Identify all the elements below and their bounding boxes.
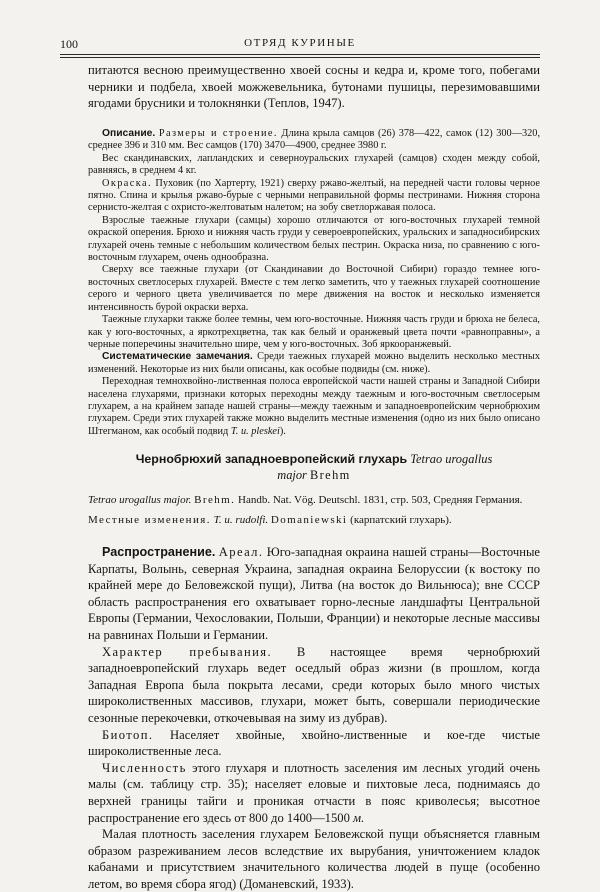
header-rule-bottom	[60, 57, 540, 58]
color-paragraph	[88, 178, 540, 215]
stay-label: Характер пребывания.	[102, 644, 273, 659]
weight-paragraph: Вес скандинавских, лапландских и северноуральских глухарей (самцов) сходен между собой, равняясь, в среднем 4 кг.	[88, 152, 540, 177]
size-label: Размеры и строение.	[158, 128, 278, 139]
transition-text: Переходная темнохвойно-лиственная полоса европейской части нашей страны и Западной Сибири населена глухарями, признаки которых переходны между таежным и юго-восточным светлосерым глухарем, а на крайнем западе нашей страны—между таежным и западноевропейским чернобрюхим глухарем. Среди этих глухарей также можно выделить местные изменения (одно из них было описано Штегманом, как особый подвид	[88, 376, 540, 437]
biotope-text: Населяет хвойные, хвойно-лиственные и кое-где чистые широколиственные леса.	[88, 727, 540, 759]
synonym-ref: Handb. Nat. Vög. Deutschl. 1831, стр. 503, Средняя Германия.	[238, 494, 523, 506]
section-title-line2	[88, 468, 540, 484]
size-paragraph	[88, 128, 540, 153]
area-label: Ареал.	[218, 545, 264, 559]
stay-text: В настоящее время чернобрюхий западноевропейский глухарь ведет оседлый образ жизни (в прошлом, когда Западная Европа была покрыта лесами, среди которых было много чистых широколиственных массивов, глухари, может быть, совершали периодические сезонные перекочевки, откочевывая на зиму из дубрав).	[88, 644, 540, 725]
transition-taxon: T. u. pleskei	[230, 425, 280, 437]
density-paragraph: Малая плотность заселения глухарем Беловежской пущи объясняется главным образом разреживанием лесов вследствие их вырубания, уничтожением кладок кабанами и присутствием значительного количества людей в пуще (особенно летом, во время сбора ягод) (Доманевский, 1933).	[88, 827, 540, 891]
color-label: Окраска.	[102, 177, 152, 189]
above-paragraph: Сверху все таежные глухари (от Скандинавии до Восточной Сибири) гораздо темнее юго-восточных светлосерых глухарей. Вместе с тем легко заметить, что у таежных глухарей соотношение серого и черного цвета увеличивается по мере движения на восток и несколько изменяется интенсивность бурой окраски верха.	[88, 264, 540, 313]
local-label: Местные изменения.	[88, 513, 211, 526]
synonym-entry	[88, 494, 540, 508]
distribution-label: Распространение.	[102, 545, 216, 559]
local-taxon: T. u. rudolfi.	[213, 513, 269, 526]
section-title-block	[88, 452, 540, 483]
distribution-paragraph	[88, 544, 540, 644]
section-title	[88, 452, 540, 468]
intro-block	[88, 62, 540, 112]
section-title-latin-1: Tetrao urogallus	[410, 452, 493, 466]
adult-males-paragraph: Взрослые таежные глухари (самцы) хорошо отличаются от юго-восточных глухарей темной окраской оперения. Брюхо и нижняя часть груди у североевропейских, уральских и западносибирских глухарей очень темные с небольшим количеством белых пестрин. Окраска низа, по сравнению с юго-восточным глухарем, очень однообразна.	[88, 214, 540, 264]
systematics-label: Систематические замечания.	[102, 351, 253, 363]
biotope-label: Биотоп.	[102, 727, 154, 742]
distribution-text: Юго-западная окраина нашей страны—Восточные Карпаты, Волынь, северная Украина, западная окраина Белоруссии (к востоку по крайней мере до Беловежской пущи), Литва (на восток до Вильнюса); вне СССР область распространения его охватывает горно-лесные ландшафты Центральной Европы (Германии, Чехословакии, Польши, Франции) и некоторые лесные массивы на равнинах Польши и Германии.	[88, 545, 540, 642]
numbers-paragraph	[88, 760, 540, 826]
local-note: (карпатский глухарь).	[350, 513, 452, 526]
section-title-latin-2: major	[277, 467, 307, 482]
intro-paragraph: питаются весною преимущественно хвоей сосны и кедра и, кроме того, побегами черники и подбела, хвоей можжевельника, бутонами пушицы, перезимовавшими ягодами брусники и толокнянки (Теплов, 1947).	[88, 63, 540, 111]
stay-paragraph	[88, 644, 540, 727]
body-block	[88, 544, 540, 892]
transition-end: ).	[279, 425, 286, 437]
biotope-paragraph	[88, 727, 540, 760]
section-title-author: Brehm	[309, 467, 351, 482]
size-text: Длина крыла самцов (26) 378—422, самок (12) 300—320, среднее 396 и 310 мм. Вес самцов (170) 3470—4900, среднее 3980 г.	[88, 128, 541, 152]
running-title: ОТРЯД КУРИНЫЕ	[244, 37, 356, 49]
transition-paragraph	[88, 376, 540, 438]
page-number: 100	[60, 37, 78, 51]
description-block	[88, 128, 540, 438]
header-rule-top	[60, 54, 540, 55]
synonym-author: Brehm.	[194, 494, 236, 506]
females-paragraph: Таежные глухарки также более темны, чем юго-восточные. Нижняя часть груди и брюха не белеса, как у юго-восточных, а яркотрехцветна, так как белый и оранжевый цвета почти «равноправны», а черные поперечины значительно шире, чем у юго-восточных. Зоб яркооранжевый.	[88, 314, 540, 350]
numbers-label: Численность	[102, 760, 187, 775]
systematics-paragraph	[88, 351, 540, 376]
local-author: Domaniewski	[270, 513, 348, 526]
systematics-text: Среди таежных глухарей можно выделить несколько местных изменений. Некоторые из них были описаны, как особые подвиды (см. ниже).	[88, 351, 540, 375]
description-label: Описание.	[102, 128, 156, 139]
synonym-taxon: Tetrao urogallus major.	[88, 494, 192, 506]
color-text: Пуховик (по Хартерту, 1921) сверху ржаво-желтый, на передней части головы черное пятно. Спина и крылья ржаво-бурые с черными неправильной формы пестринами. Нижняя сторона сернисто-желтая с охристо-желтоватым налетом; на зобу светлоржавая полоса.	[88, 177, 541, 214]
numbers-text: этого глухаря и плотность заселения им лесных угодий очень малы (см. таблицу стр. 35); населяет еловые и пихтовые леса, поднимаясь до верхней границы тайги и проникая отчасти в пояс криволесья; высотное распространение его здесь от 800 до 1400—1500	[88, 760, 540, 825]
numbers-unit: м.	[353, 810, 365, 825]
local-variation	[88, 514, 540, 528]
section-title-ru: Чернобрюхий западноевропейский глухарь	[135, 452, 408, 466]
synonymy-block	[88, 494, 540, 527]
page-header	[60, 37, 540, 53]
